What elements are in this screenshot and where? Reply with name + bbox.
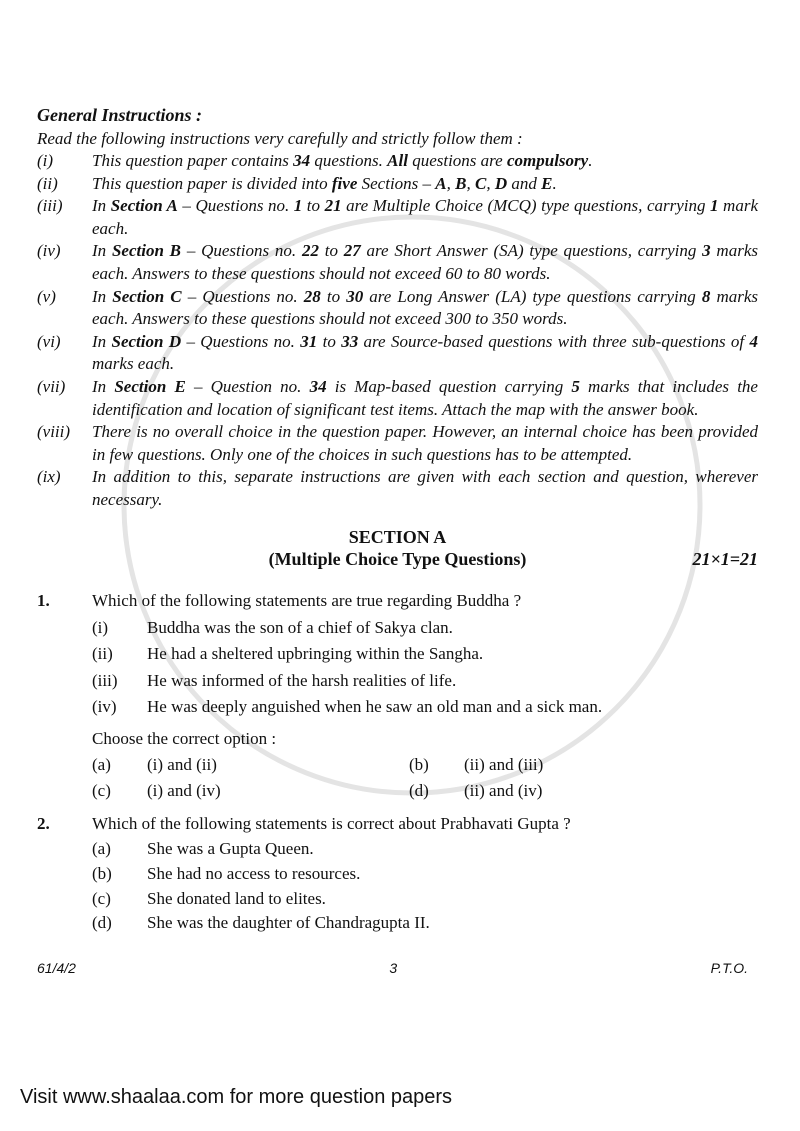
option-label: (c) [92, 781, 111, 800]
instruction-text [92, 240, 758, 285]
instruction-segment: . [552, 173, 557, 193]
section-subtitle-row [37, 548, 758, 570]
instruction-item [37, 466, 758, 511]
instruction-text [92, 150, 758, 173]
statement-text: He had a sheltered upbringing within the Sangha. [147, 644, 484, 663]
instruction-emphasis: 28 [303, 286, 321, 306]
instruction-emphasis: 27 [343, 241, 361, 261]
option-label: (c) [92, 889, 111, 908]
question-2 [37, 814, 758, 834]
instruction-segment: to [317, 331, 342, 351]
instruction-item [37, 173, 758, 196]
instruction-text [92, 331, 758, 376]
statement-row [92, 644, 758, 664]
instruction-emphasis: A [435, 173, 447, 193]
statement-text: He was deeply anguished when he saw an old man and a sick man. [147, 697, 603, 716]
instruction-segment: to [302, 196, 325, 216]
instruction-segment: marks each. Answers to these questions should not exceed 60 to 80 words. [92, 241, 758, 283]
instruction-emphasis: B [455, 173, 467, 193]
statement-text: Buddha was the son of a chief of Sakya clan. [147, 617, 453, 637]
instruction-segment: marks that includes the identification and location of significant test items. Attach the map with the answer book. [92, 376, 758, 419]
choose-prompt: Choose the correct option : [92, 729, 277, 748]
instruction-emphasis: 1 [293, 196, 303, 216]
instruction-emphasis: All [387, 151, 408, 170]
instruction-segment: In [92, 331, 112, 351]
statement-label: (iii) [92, 670, 118, 690]
instruction-segment: In [92, 196, 111, 216]
instruction-segment: are Short Answer (SA) type questions, carrying [360, 241, 703, 261]
instruction-emphasis: 4 [749, 331, 758, 351]
instruction-segment: Sections – [357, 173, 436, 193]
instruction-emphasis: 30 [346, 286, 364, 306]
instruction-text [92, 286, 758, 331]
instruction-number: (ii) [37, 173, 58, 193]
visit-banner: Visit www.shaalaa.com for more question papers [20, 1086, 453, 1108]
instruction-emphasis: Section C [112, 286, 182, 306]
instruction-emphasis: 34 [309, 376, 327, 396]
instruction-segment: questions are [407, 151, 507, 170]
instruction-segment: – Question no. [185, 376, 310, 396]
instruction-emphasis: 34 [293, 151, 311, 170]
instruction-segment: In [92, 241, 112, 261]
instruction-segment: and [507, 173, 542, 193]
instruction-emphasis: 1 [710, 196, 719, 216]
question-number: 1. [37, 590, 50, 610]
instruction-text [92, 173, 758, 196]
page-footer [37, 959, 758, 977]
option-row [92, 889, 758, 909]
question-text: Which of the following statements is correct about Prabhavati Gupta ? [92, 814, 571, 833]
instruction-emphasis: compulsory [506, 151, 589, 170]
question-text: Which of the following statements are true regarding Buddha ? [92, 590, 522, 610]
instruction-text [92, 195, 758, 240]
instruction-segment: In [92, 376, 115, 396]
option-text: (i) and (iv) [147, 781, 221, 800]
instruction-segment: This question paper contains [92, 151, 294, 170]
instruction-number: (v) [37, 286, 56, 306]
instruction-emphasis: Section B [111, 241, 182, 261]
instruction-emphasis: Section A [110, 196, 178, 216]
instruction-item [37, 195, 758, 240]
instruction-segment: , [446, 173, 456, 193]
question-1 [37, 591, 758, 611]
instruction-number: (vi) [37, 331, 61, 351]
option-text: She was a Gupta Queen. [147, 839, 314, 858]
instruction-segment: questions. [310, 151, 388, 170]
page-content [37, 104, 758, 977]
instruction-segment: In addition to this, separate instructions are given with each section and question, wherever necessary. [92, 467, 758, 509]
instruction-number: (iii) [37, 196, 63, 216]
option-text: (ii) and (iii) [464, 755, 544, 774]
instruction-emphasis: 3 [702, 241, 711, 261]
instruction-segment: , [466, 173, 475, 193]
section-marks: 21×1=21 [692, 548, 758, 569]
instruction-item [37, 286, 758, 331]
instruction-emphasis: 5 [571, 376, 580, 396]
instruction-item [37, 331, 758, 376]
instruction-item [37, 240, 758, 285]
option-label: (d) [92, 913, 112, 932]
instruction-segment: to [320, 286, 347, 306]
instruction-emphasis: Section E [114, 376, 186, 396]
instruction-number: (viii) [37, 422, 71, 442]
instruction-segment: This question paper is divided into [92, 173, 332, 193]
statement-label: (iv) [92, 697, 117, 716]
instruction-segment: – Questions no. [181, 286, 304, 306]
instruction-item [37, 421, 758, 466]
statement-row [92, 618, 758, 638]
instruction-emphasis: D [494, 173, 508, 193]
instructions-title: General Instructions : [37, 105, 203, 125]
section-subtitle: (Multiple Choice Type Questions) [268, 548, 527, 569]
instruction-item [37, 150, 758, 173]
instruction-segment: . [588, 151, 593, 170]
instruction-number: (ix) [37, 467, 61, 487]
instruction-segment: , [486, 173, 495, 193]
option-text: She had no access to resources. [147, 864, 361, 883]
statement-text: He was informed of the harsh realities of life. [147, 670, 457, 690]
pto-label: P.T.O. [710, 960, 748, 976]
instruction-emphasis: 33 [341, 331, 359, 351]
option-label: (a) [92, 755, 111, 774]
option-row [92, 781, 758, 801]
option-row [92, 864, 758, 884]
statement-row [92, 671, 758, 691]
option-text: (i) and (ii) [147, 755, 217, 774]
statement-label: (i) [92, 617, 109, 637]
instruction-segment: to [318, 241, 344, 261]
option-row [92, 755, 758, 775]
instruction-number: (iv) [37, 241, 61, 261]
instruction-text [92, 421, 758, 466]
instruction-segment: are Source-based questions with three sub-questions of [358, 331, 750, 351]
statement-label: (ii) [92, 644, 113, 663]
question-number: 2. [37, 814, 50, 833]
option-text: She was the daughter of Chandragupta II. [147, 913, 430, 932]
page-number: 3 [389, 960, 398, 976]
option-row [92, 913, 758, 933]
instruction-emphasis: E [541, 173, 553, 193]
instruction-segment: There is no overall choice in the question paper. However, an internal choice has been provided in few questions. Only one of the choices in such questions has to be attempted. [92, 422, 758, 464]
instruction-emphasis: 31 [300, 331, 318, 351]
instruction-emphasis: 8 [701, 286, 711, 306]
instruction-emphasis: Section D [111, 331, 182, 351]
instruction-segment: are Multiple Choice (MCQ) type questions, carrying [341, 196, 711, 216]
instruction-emphasis: C [474, 173, 487, 193]
choose-prompt-row [92, 729, 758, 749]
instruction-segment: is Map-based question carrying [326, 376, 572, 396]
instruction-segment: – Questions no. [181, 331, 301, 351]
option-label: (a) [92, 839, 111, 858]
option-row [92, 839, 758, 859]
statement-row [92, 697, 758, 717]
instruction-text [92, 376, 758, 421]
instruction-emphasis: 22 [301, 241, 319, 261]
section-title: SECTION A [348, 526, 447, 547]
instruction-item [37, 376, 758, 421]
option-label: (d) [409, 781, 429, 800]
instruction-emphasis: five [331, 173, 358, 193]
option-text: (ii) and (iv) [464, 781, 543, 800]
instruction-segment: mark each. [92, 196, 758, 238]
instructions-list [37, 150, 758, 512]
instructions-intro: Read the following instructions very carefully and strictly follow them : [37, 129, 523, 148]
option-text: She donated land to elites. [147, 889, 326, 908]
option-label: (b) [409, 755, 429, 774]
instruction-segment: marks each. [92, 354, 175, 374]
instruction-segment: are Long Answer (LA) type questions carrying [363, 286, 702, 306]
instruction-text [92, 466, 758, 511]
instruction-segment: marks each. Answers to these questions should not exceed 300 to 350 words. [92, 286, 759, 329]
option-label: (b) [92, 864, 112, 883]
instruction-segment: In [92, 286, 113, 306]
instruction-emphasis: 21 [324, 196, 342, 216]
paper-code: 61/4/2 [37, 960, 76, 976]
instruction-segment: – Questions no. [181, 241, 302, 261]
instruction-number: (vii) [37, 376, 66, 396]
instruction-segment: – Questions no. [177, 196, 294, 216]
instruction-number: (i) [37, 151, 54, 170]
